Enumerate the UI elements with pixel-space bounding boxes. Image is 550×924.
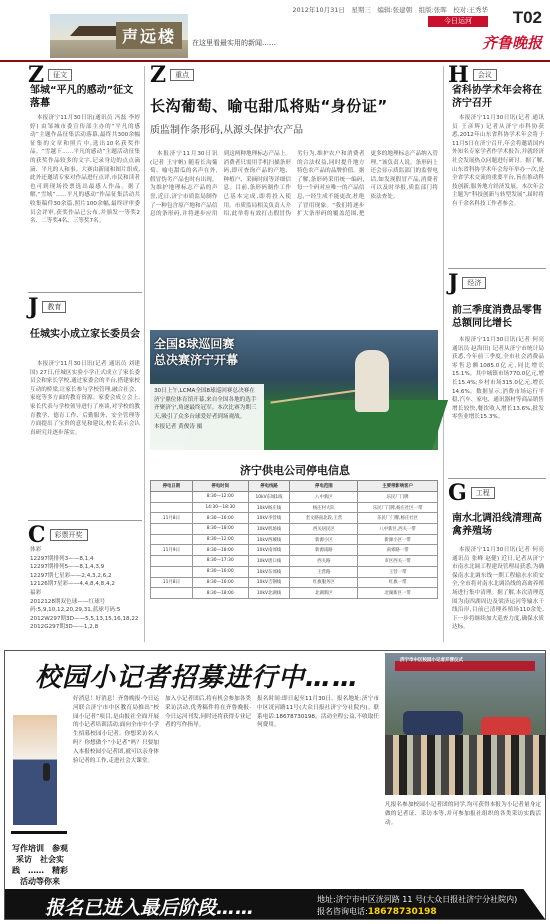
reporter-recruitment-ad — [4, 650, 546, 920]
photo-headline: 全国8球巡回赛 总决赛济宁开幕 — [154, 337, 239, 367]
lottery-line: 12297期排列5——8,1,4,3,9 — [30, 564, 105, 571]
page-header — [0, 0, 550, 62]
page-number: T02 — [512, 8, 542, 27]
table-cell: 红旗服务区 — [290, 577, 358, 588]
ad-body: 加入小记者团后,将有机会参加各类采访活动,优秀稿件将在齐鲁晚报·今日运河刊发,同时还将获得专业记者的写作指导。 — [165, 696, 251, 729]
table-header-row — [151, 481, 438, 492]
table-cell: 新源小区 — [290, 534, 358, 545]
divider — [448, 268, 546, 269]
article-body: 本报济宁11月30日讯(记者 通讯员 王彦辉) 记者从济宁市科协获悉,2012年山东省科协学术年会将于11月5日在济宁召开,年会将邀请国内外知名专家学者作学术报告,并就经济社会发展热点问题进行研讨。据了解,山东省科协学术年会每年举办一次,是全省学术交流的重要平台,旨在推动科技创新,服务地方经济发展。本次年会主题为“科技创新与转型发展”,届时将有千余名科技工作者参会。 — [452, 115, 544, 207]
table-cell: 八中新区,西关一带 — [358, 524, 438, 535]
table-cell: 市区西关一带 — [358, 556, 438, 567]
table-cell: 乐民厂门牌,杨庄社区 — [358, 513, 438, 524]
main-subheadline: 质监制作条形码,从源头保护农产品 — [150, 125, 304, 136]
article-headline: 邹城“平凡的感动”征文落幕 — [30, 85, 134, 109]
table-cell: 杨庄村大队 — [290, 502, 358, 513]
child-reporter-image — [13, 715, 57, 825]
ad-photo — [385, 653, 545, 795]
table-cell: 八中新区 — [290, 492, 358, 503]
table-cell: 西关居民区 — [290, 524, 358, 535]
table-cell: 8:30—12:00 — [192, 492, 248, 503]
table-row — [151, 588, 438, 599]
article-headline: 南水北调沿线清理高禽养殖场 — [452, 513, 542, 537]
table-row — [151, 545, 438, 556]
table-header: 停电日期 — [151, 481, 193, 492]
table-cell: 10kV南郊线 — [248, 545, 290, 556]
photo-caption: 30日上午,LCMA全国8球巡回赛总决赛在济宁鼎位体育馆开幕,来自全国各地的选手齐聚济宁,角逐最终冠军。本次比赛为期三天,吸引了众多台球爱好者到场观战。 本报记者 黄俊涛 摄 — [150, 384, 264, 450]
section-slogan: 在这里看最实用的新闻…… — [192, 39, 276, 47]
table-cell: 西关路 — [290, 556, 358, 567]
table-cell: 8:30—16:00 — [192, 566, 248, 577]
table-row — [151, 577, 438, 588]
section-tag-label: 经济 — [462, 277, 486, 289]
table-row — [151, 524, 438, 535]
ad-photo-label: 济宁市中区校园小记者开营仪式 — [400, 658, 463, 663]
table-cell: 10kV李营线 — [248, 513, 290, 524]
ad-body: 好消息！好消息！齐鲁晚报·今日运河联合济宁市中区教育局推出“校园小记者”项目,是由报社全面开展的小记者培训活动,面向全市中小学生招募校园小记者。你想采访名人吗？你想做个“小记者”吗？只要加入本报校园小记者团,就可以亲身体验记者的工作,走进社会大课堂。 — [73, 696, 159, 764]
section-tag-label: 彩票开奖 — [50, 529, 88, 541]
pen-icon — [11, 831, 67, 834]
section-letter: Z — [150, 62, 167, 88]
article-body: 本报济宁11月30日讯(记者 何亮 通讯员 赵海田) 记者从济宁市统计局获悉,今年前三季度,全市社会消费品零售总额1085.0亿元,同比增长15.1%。其中城镇市场770.0亿元,增长15.4%;乡村市场315.0亿元,增长14.6%。数据显示,消费市场运行平稳,汽车、家电、通讯器材等商品销售增长较快,餐饮收入增长13.6%,批发零售业增长15.3%。 — [452, 337, 544, 421]
table-cell: 10kV西城线 — [248, 534, 290, 545]
table-cell: 14:30—18:30 — [192, 502, 248, 513]
table-cell — [151, 566, 193, 577]
article-body: 本报济宁11月30日讯(记者 通讯员 刘建国) 27日,任城区实验小学正式成立了家长委员会和家长学校,通过家委会的平台,搭建家校互动的桥梁,让家长参与学校管理,融合社会、家庭等多方面的教育资源。家委会成立会上,家长代表与学校领导进行了座谈,对学校的教育教学、德育工作、后勤服务、安全管理等方面提出了宝贵的意见和建议,校长表示会认真研究并逐步落实。 — [30, 361, 140, 436]
table-cell: 王营路 — [290, 566, 358, 577]
divider — [28, 292, 142, 293]
article-headline: 前三季度消费品零售总额同比增长 — [452, 305, 542, 329]
lottery-line: 12126期7星彩——4,4,8,4,8,4,2 — [30, 581, 115, 588]
section-tag-caipiao — [28, 522, 88, 548]
section-letter: J — [28, 294, 39, 320]
lottery-line: 体彩 — [30, 547, 42, 553]
table-cell: 11月8日 — [151, 513, 193, 524]
table-cell: 8:30—16:00 — [192, 577, 248, 588]
ad-body: 报名时间:即日起至11月30日。报名地址:济宁市中区洸河路11号(大众日报社济宁分社院内)。联系电话:18678730198。活动全程公益,不收取任何费用。 — [257, 696, 379, 729]
table-cell: 乐民厂门牌 — [358, 492, 438, 503]
article-headline: 任城实小成立家长委员会 — [30, 329, 140, 340]
section-letter: C — [28, 522, 46, 548]
table-cell: 王营一带 — [358, 566, 438, 577]
section-tag-label: 会议 — [473, 69, 497, 81]
table-cell — [151, 588, 193, 599]
section-tag-label: 重点 — [170, 69, 194, 81]
today-tab: 今日运河 — [428, 16, 488, 27]
table-header: 停电线路 — [248, 481, 290, 492]
table-cell: 10kV东郊线 — [248, 566, 290, 577]
table-cell: 奎文路南北段,王营 — [290, 513, 358, 524]
lottery-line: 12297期排列3——8,1,4 — [30, 555, 94, 562]
ad-title: 校园小记者招募进行中…… — [35, 663, 360, 693]
lottery-line: 2012128期双色球——红球号码:5,9,10,12,20,29,31,蓝球号码:5 — [30, 598, 121, 614]
table-cell: 北湖新区一带 — [358, 588, 438, 599]
outage-table — [150, 480, 438, 599]
section-tag-jiaoyu — [28, 294, 66, 320]
outage-table-title: 济宁供电公司停电信息 — [240, 464, 350, 477]
section-letter: J — [448, 270, 459, 296]
table-header: 主要带影响客户 — [358, 481, 438, 492]
table-header: 停电范围 — [290, 481, 358, 492]
section-tag-gongcheng — [448, 480, 495, 506]
table-row — [151, 566, 438, 577]
table-cell: 8:30—12:00 — [192, 534, 248, 545]
table-cell — [151, 556, 193, 567]
table-cell: 10kV东城1线 — [248, 492, 290, 503]
photographer-credit: 本报记者 黄俊涛 摄 — [154, 424, 203, 431]
section-title: 声远楼 — [116, 22, 182, 49]
table-row — [151, 492, 438, 503]
table-cell: 8:30—18:00 — [192, 588, 248, 599]
table-cell: 乐民厂门牌,杨庄社区一带 — [358, 502, 438, 513]
section-letter: G — [448, 480, 467, 506]
section-tag-label: 工程 — [471, 487, 495, 499]
table-row — [151, 556, 438, 567]
column-separator — [144, 66, 145, 642]
table-cell: 10kV北湖线 — [248, 588, 290, 599]
article-body: 本报济宁11月30日讯(通讯员 冯磊 李婷婷) 由邹城市委宣传部主办的“平凡的感动”主题作品征集活动落幕,最终共300余幅征集的文章和照片中,选出10名获奖作品。“雪越下……平凡的感动”主题活动征集的获奖作品较多的文字,记录身边的点点滴滴、平凡的人和事。大赛由新闻和图片组成,此外还邀请专家对作品进行点评,市民和读者也可到现场投票选出最感人作品。据了解,“雪域”……平凡的感动”作品征集活动共收集稿件30余篇,照片100余幅,最终评审委员会评审,获奖作品已公布,并颁发一等奖2名、二等奖4名、三等奖7名。 — [30, 115, 140, 225]
table-header: 停电时间 — [192, 481, 248, 492]
main-headline: 长沟葡萄、喻屯甜瓜将贴“身份证” — [150, 97, 388, 115]
table-row — [151, 513, 438, 524]
table-cell: 北湖新区 — [290, 588, 358, 599]
table-cell: 8:30—17:30 — [192, 556, 248, 567]
column-separator — [443, 66, 444, 642]
ad-activity-tag: 写作培训 参观采访 社会实践 …… 精彩活动等你来 — [12, 844, 68, 886]
table-cell: 10kV机场线 — [248, 524, 290, 535]
phone-number: 18678730198 — [367, 907, 437, 917]
table-cell: 新源南路 — [290, 545, 358, 556]
table-cell — [151, 534, 193, 545]
section-letter: Z — [28, 62, 45, 88]
lottery-results — [30, 546, 140, 642]
table-cell — [151, 502, 193, 513]
table-cell: 10kV唐口线 — [248, 556, 290, 567]
table-cell — [151, 524, 193, 535]
microphone-icon — [43, 763, 50, 781]
table-cell — [151, 492, 193, 503]
ad-body: 凡报名参加校园小记者团的同学,均可获得本报为小记者量身定做的记者证、采访本等,并可参加报社组织的各类采访实践活动。 — [385, 802, 541, 826]
table-row — [151, 502, 438, 513]
section-letter: H — [448, 62, 469, 88]
section-tag-label: 教育 — [42, 301, 66, 313]
table-cell: 新源小区一带 — [358, 534, 438, 545]
table-cell: 8:30—16:00 — [192, 513, 248, 524]
table-cell: 红旗一带 — [358, 577, 438, 588]
lottery-line: 2012G297期3D——1,2,8 — [30, 624, 99, 631]
ad-address: 地址:济宁市中区洸河路 11 号(大众日报社济宁分社院内) — [317, 895, 518, 904]
ad-phone: 报名咨询电话:18678730198 — [317, 907, 437, 917]
article-body: 本报济宁11月30日讯(记者 何亮 通讯员 张峰 赵健) 近日,记者从济宁市南水北调工程建设管理局获悉,为确保南水北调东线一期工程输水水质安全,全市将对南水北调沿线的高禽养殖场进行集中清理。据了解,本次清理范围为南四湖周边及梁济运河等输水干线沿岸,目前已清理养殖场110余处,下一步将继续加大巡查力度,确保水质达标。 — [452, 547, 544, 631]
table-row — [151, 534, 438, 545]
lottery-line: 12297期七星彩——2,4,3,2,6,2 — [30, 572, 112, 579]
divider — [28, 520, 142, 521]
table-cell: 11月8日 — [151, 577, 193, 588]
ad-footer-slogan: 报名已进入最后阶段…… — [45, 897, 255, 919]
divider — [448, 478, 546, 479]
table-cell: 8:30—18:00 — [192, 545, 248, 556]
table-cell: 11月9日 — [151, 545, 193, 556]
main-article-body: 本报济宁11月30日讯(记者 王守帆) 随着长沟葡萄、喻屯甜瓜的名声在外,假冒伪劣产品也时有出现。为维护地理标志产品的声誉,近日,济宁市质监局制作了一种包含原产地和产品信息的条形码,并将逐步应用到这两种地理标志产品上。消费者只需用手机扫描条形码,即可查询产品的产地、种植户、采摘时间等详细信息。目前,条形码制作工作已基本完成,即将投入使用。市质监局相关负责人介绍,此举将有效打击假冒伪劣行为,维护农户和消费者的合法权益,同时提升地方特色农产品的品牌价值。据了解,条形码采用统一编码,每一个码对应唯一的产品信息,一经生成不能更改,杜绝了冒用现象。“我们将逐步扩大条形码的覆盖范围,把更多的地理标志产品纳入管理。”该负责人说。条形码上还会显示质监部门的监督电话,如发现假冒产品,消费者可以及时举报,质监部门将依法查处。 — [150, 151, 438, 218]
table-cell: 10kV杨庄线 — [248, 502, 290, 513]
section-tag-label: 征文 — [48, 69, 72, 81]
newspaper-logo: 齐鲁晚报 — [481, 34, 542, 52]
section-tag-zhongdian — [150, 62, 194, 88]
lottery-line: 福彩 — [30, 589, 42, 596]
table-cell: 8:30—18:00 — [192, 524, 248, 535]
section-tag-jingji — [448, 270, 486, 296]
table-cell: 南郊路一带 — [358, 545, 438, 556]
lottery-line: 2012W297期3D——5,5,13,15,16,18,22 — [30, 615, 139, 622]
date-line: 2012年10月31日 星期三 编辑:张建朝 组版:张晖 校对:王秀华 — [292, 6, 488, 14]
table-cell: 10kV吉钢线 — [248, 577, 290, 588]
article-headline: 省科协学术年会将在济宁召开 — [452, 85, 542, 109]
